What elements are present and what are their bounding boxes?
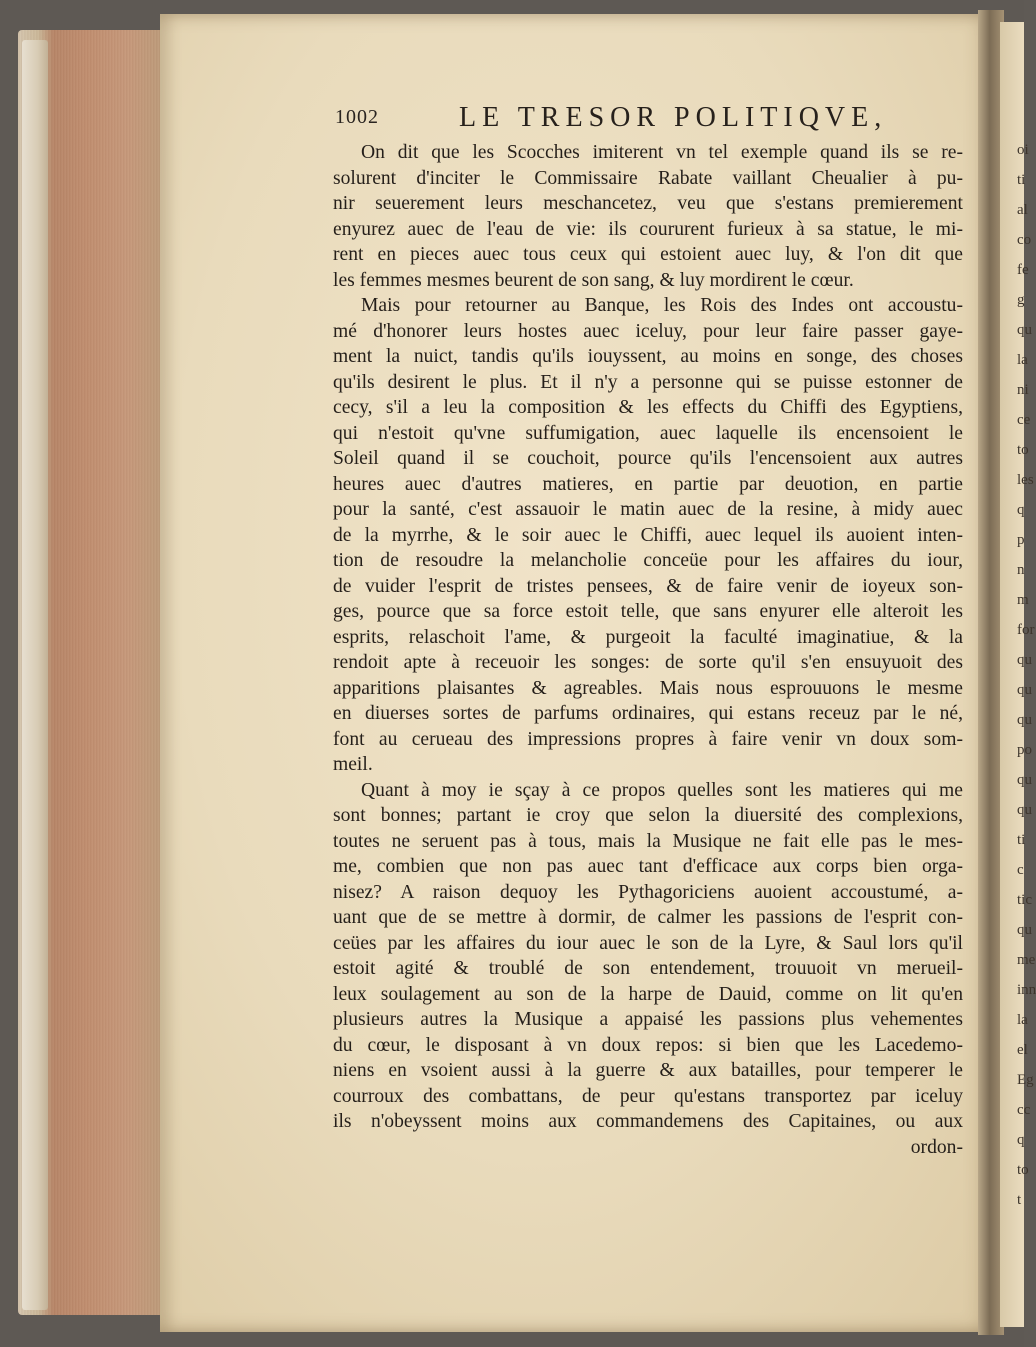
text-line: ils n'obeyssent moins aux commandemens des Capitaines, ou aux (333, 1111, 963, 1132)
facing-page-fragment: g (1017, 292, 1025, 308)
text-line: sont bonnes; partant ie croy que selon la diuersité des complexions, (333, 805, 963, 826)
text-line: apparitions plaisantes & agreables. Mais nous esprouuons le mesme (333, 677, 963, 699)
text-line: enyurez auec de l'eau de vie: ils coururent furieux à sa statue, le mi- (333, 218, 963, 240)
text-line: nir seuerement leurs meschancetez, veu que s'estans premierement (333, 193, 963, 214)
text-line: me, combien que non pas auec tant d'efficace aux corps bien orga- (333, 856, 963, 877)
facing-page-fragment: c (1017, 862, 1024, 878)
text-line: meil. (333, 754, 373, 775)
text-line: toutes ne seruent pas à tous, mais la Musique ne fait elle pas le mes- (333, 830, 963, 852)
text-line: Mais pour retourner au Banque, les Rois des Indes ont accoustu- (361, 295, 963, 316)
facing-page-fragment: tic (1017, 892, 1032, 908)
facing-page-fragment: p (1017, 532, 1025, 548)
facing-page-fragment: q (1017, 1132, 1025, 1148)
facing-page-fragment: fe (1017, 262, 1029, 278)
facing-page-fragment: cc (1017, 1102, 1031, 1118)
text-line: pour la santé, c'est assauoir le matin auec de la resine, à midy auec (333, 499, 963, 520)
facing-page-fragment: qu (1017, 652, 1032, 668)
text-line: Soleil quand il se couchoit, pource qu'ils l'encensoient aux autres (333, 448, 963, 469)
text-line: cecy, s'il a leu la composition & les effects du Chiffi des Egyptiens, (333, 397, 963, 418)
text-line: ceües par les affaires du iour auec le son de la Lyre, & Saul lors qu'il (333, 932, 963, 954)
text-line: mé d'honorer leurs hostes auec iceluy, pour leur faire passer gaye- (333, 320, 963, 342)
facing-page-fragment: ti (1017, 172, 1026, 188)
facing-page-fragment: for (1017, 622, 1035, 638)
text-line: courroux des combattans, de peur qu'estans transportez par iceluy (333, 1085, 963, 1107)
facing-page-fragment: el (1017, 1042, 1028, 1058)
text-line: rendoit apte à receuoir les songes: de sorte qu'il s'en ensuyuoit des (333, 652, 963, 673)
facing-page-fragment: qu (1017, 802, 1032, 818)
text-line: Quant à moy ie sçay à ce propos quelles sont les matieres qui me (361, 779, 963, 801)
facing-page-fragment: m (1017, 592, 1029, 608)
text-line: On dit que les Scocches imiterent vn tel exemple quand ils se re- (361, 142, 963, 163)
text-line: tion de resoudre la melancholie conceüe pour les affaires du iour, (333, 550, 963, 571)
text-line: solurent d'inciter le Commissaire Rabate vaillant Cheualier à pu- (333, 167, 963, 189)
text-line: ges, pource que sa force estoit telle, que sans enyurer elle alteroit les (333, 601, 963, 622)
text-line: font au cerueau des impressions propres à faire venir vn doux som- (333, 728, 963, 750)
facing-page-fragment: qu (1017, 682, 1032, 698)
text-line: estoit agité & troublé de son entendement, trouuoit vn merueil- (333, 958, 963, 979)
facing-page-fragment: ni (1017, 382, 1029, 398)
text-line: de vuider l'esprit de tristes pensees, & de faire venir de ioyeux son- (333, 575, 963, 597)
facing-page-edge (1000, 22, 1036, 1327)
text-line: en diuerses sortes de parfums ordinaires, qui estans receuz par le né, (333, 703, 963, 724)
facing-page-fragment: la (1017, 1012, 1028, 1028)
facing-page-fragment: les (1017, 472, 1034, 488)
text-line: plusieurs autres la Musique a appaisé les passions plus vehementes (333, 1009, 963, 1030)
facing-page-fragment: la (1017, 352, 1028, 368)
facing-page-fragment: co (1017, 232, 1032, 248)
text-line: ment la nuict, tandis qu'ils iouyssent, au moins en songe, des choses (333, 346, 963, 367)
text-line: nisez? A raison dequoy les Pythagoriciens auoient accoustumé, a- (333, 881, 963, 903)
facing-page-fragment: q (1017, 502, 1025, 518)
facing-page-fragment: qu (1017, 322, 1032, 338)
text-line: esprits, relaschoit l'ame, & purgeoit la faculté imaginatiue, & la (333, 626, 963, 648)
body-text (333, 140, 963, 1160)
text-line: du cœur, le disposant à vn doux repos: si bien que les Lacedemo- (333, 1034, 963, 1056)
facing-page-fragment: n (1017, 562, 1025, 578)
facing-page-fragment: Eg (1017, 1072, 1034, 1088)
text-line: uant que de se mettre à dormir, de calmer les passions de l'esprit con- (333, 907, 963, 928)
facing-page-fragment: oi (1017, 142, 1029, 158)
facing-page-fragment: me (1017, 952, 1036, 968)
facing-page-fragment: to (1017, 442, 1029, 458)
facing-page-fragment: inn (1017, 982, 1036, 998)
facing-page-fragment: to (1017, 1162, 1029, 1178)
text-line: leux soulagement au son de la harpe de Dauid, comme on lit qu'en (333, 983, 963, 1005)
running-head (335, 102, 965, 142)
text-line: heures auec d'autres matieres, en partie par deuotion, en partie (333, 473, 963, 495)
page-number: 1002 (335, 106, 379, 128)
facing-page-fragment: ce (1017, 412, 1031, 428)
text-line: les femmes mesmes beurent de son sang, & luy mordirent le cœur. (333, 269, 854, 291)
text-line: niens en vsoient aussi à la guerre & aux batailles, pour temperer le (333, 1060, 963, 1081)
text-line: qui n'estoit qu'vne suffumigation, auec laquelle ils encensoient le (333, 422, 963, 444)
facing-page-fragment: qu (1017, 772, 1032, 788)
book-cover-edge (22, 40, 48, 1310)
text-line: ordon- (910, 1136, 963, 1158)
facing-page-fragment: qu (1017, 922, 1032, 938)
running-head-title: LE TRESOR POLITIQVE, (459, 102, 888, 133)
text-line: rent en pieces auec tous ceux qui estoient auec luy, & l'on dit que (333, 244, 963, 265)
facing-page-fragment: po (1017, 742, 1032, 758)
facing-page-fragment: ti (1017, 832, 1026, 848)
facing-page-fragment: qu (1017, 712, 1032, 728)
facing-page-fragment: al (1017, 202, 1028, 218)
text-line: de la myrrhe, & le soir auec le Chiffi, auec lequel ils auoient inten- (333, 524, 963, 546)
text-line: qu'ils desirent le plus. Et il n'y a personne qui se puisse estonner de (333, 371, 963, 393)
facing-page-fragment: t (1017, 1192, 1022, 1208)
